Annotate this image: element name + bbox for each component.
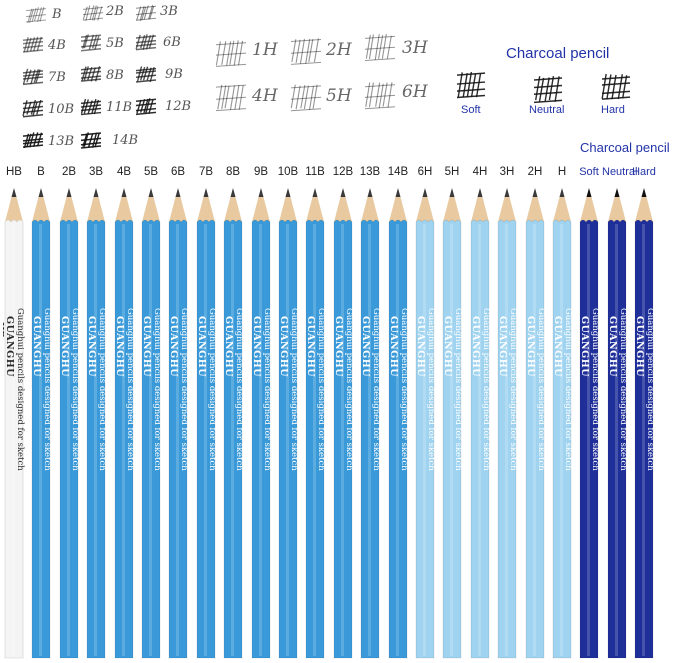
swatch-label-5b: 5B [106,36,124,51]
pencil-print [304,308,326,648]
grade-label: Hard [632,166,656,178]
pencil [3,188,25,660]
pencil-print-line1: Guanghui pencils designed for sketch [508,308,518,471]
charcoal-title-side: Charcoal pencil [580,140,670,155]
swatch-label-12b: 12B [165,99,192,114]
swatch-label-b: B [52,7,62,22]
swatch-b [25,5,47,25]
pencil [277,188,299,660]
pencil-print-line1: Guanghui pencils designed for sketch [344,308,354,471]
pencil-brand: GUANGHU [579,316,590,378]
pencil-print [633,308,655,648]
pencil [359,188,381,660]
grade-label: 7B [198,166,214,178]
swatch-3b [135,3,157,23]
swatch-charcoal-hard [601,72,631,102]
swatch-6h [364,80,396,110]
swatch-8b [80,64,102,84]
swatch-6b [135,32,157,52]
grade-label: B [37,166,45,178]
pencil-print [414,308,436,648]
pencil-print [359,308,381,648]
pencil-print [30,308,52,648]
swatch-10b [22,98,44,118]
pencil [167,188,189,660]
pencil-print-line1: Guanghui pencils designed for sketch [453,308,463,471]
swatch-label-3b: 3B [160,4,178,19]
pencil-print [332,308,354,648]
swatch-label-2b: 2B [106,4,124,19]
pencil-brand: GUANGHU [86,316,97,378]
pencil [524,188,546,660]
pencil-print-line1: Guanghui pencils designed for sketch [371,308,381,471]
pencil-brand: GUANGHU [388,316,399,378]
pencil-brand: GUANGHU [525,316,536,378]
pencil-print [250,308,272,648]
swatch-11b [80,97,102,117]
pencil [332,188,354,660]
grade-label: 5B [143,166,159,178]
pencil-print-line1: Guanghui pencils designed for sketch [481,308,491,471]
grade-label: Neutral [602,166,638,178]
pencil-print-line1: Guanghui pencils designed for sketch [262,308,272,471]
pencil-print-line1: Guanghui pencils designed for sketch [70,308,80,471]
pencil-brand: GUANGHU [607,316,618,378]
grade-label: 9B [253,166,269,178]
swatch-label-6h: 6H [402,82,428,102]
pencil-model [606,322,607,648]
grade-label: 14B [387,166,409,178]
grade-label: 4H [472,166,488,178]
pencil-brand: GUANGHU [278,316,289,378]
swatch-label-3h: 3H [402,38,428,58]
swatch-2b [82,3,104,23]
pencil [633,188,655,660]
pencil [113,188,135,660]
grade-label: 4B [116,166,132,178]
swatch-label-13b: 13B [48,134,75,149]
pencil-print-line1: Guanghui pencils designed for sketch [152,308,162,471]
pencil [140,188,162,660]
pencil-print-line1: Guanghui pencils designed for sketch [590,308,600,471]
charcoal-label-soft: Soft [461,104,481,116]
swatch-label-9b: 9B [165,67,183,82]
pencil-print [140,308,162,648]
pencil-brand: GUANGHU [360,316,371,378]
pencil [414,188,436,660]
grade-label: H [557,166,567,178]
grade-label: 8B [225,166,241,178]
pencil-print-line1: Guanghui pencils designed for sketch [15,308,25,471]
pencil-print-line1: Guanghui pencils designed for sketch [234,308,244,471]
pencil-brand: GUANGHU [251,316,262,378]
pencil-print [441,308,463,648]
swatch-label-10b: 10B [48,102,75,117]
pencil-print [578,308,600,648]
pencil [250,188,272,660]
pencil-print [113,308,135,648]
pencil-print [496,308,518,648]
grade-label: 6H [417,166,433,178]
pencil-print [551,308,573,648]
pencil [469,188,491,660]
pencil [58,188,80,660]
pencil [578,188,600,660]
swatch-label-4b: 4B [48,38,66,53]
charcoal-title-top: Charcoal pencil [506,45,610,62]
pencil-print-line1: Guanghui pencils designed for sketch [399,308,409,471]
pencil-brand: GUANGHU [31,316,42,378]
grade-label: 6B [170,166,186,178]
grade-label: 5H [444,166,460,178]
pencil [496,188,518,660]
pencil-print [606,308,628,648]
grade-label: 12B [332,166,354,178]
grade-label: 2B [61,166,77,178]
pencil [606,188,628,660]
swatch-label-5h: 5H [326,86,352,106]
pencil-print [195,308,217,648]
swatch-label-1h: 1H [252,40,278,60]
swatch-label-4h: 4H [252,86,278,106]
pencil-brand: GUANGHU [141,316,152,378]
pencil-print-line1: Guanghui pencils designed for sketch [97,308,107,471]
pencil-brand: GUANGHU [497,316,508,378]
grade-label: 10B [277,166,299,178]
pencil-print [469,308,491,648]
pencil [441,188,463,660]
pencil-print-line1: Guanghui pencils designed for sketch [316,308,326,471]
pencil-brand: GUANGHU [305,316,316,378]
pencil-print-line1: Guanghui pencils designed for sketch [179,308,189,471]
swatch-label-11b: 11B [106,100,133,115]
grade-label: 2H [527,166,543,178]
pencil [304,188,326,660]
pencil [551,188,573,660]
pencil-brand: GUANGHU [196,316,207,378]
swatch-2h [290,36,322,66]
pencil-brand: GUANGHU [442,316,453,378]
grade-label: 3B [88,166,104,178]
swatch-3h [364,32,396,62]
swatch-label-2h: 2H [326,40,352,60]
swatch-12b [135,96,157,116]
swatch-label-8b: 8B [106,68,124,83]
swatch-5b [80,32,102,52]
pencil-brand: GUANGHU [223,316,234,378]
swatch-7b [22,66,44,86]
pencil-print [524,308,546,648]
pencil-print [85,308,107,648]
pencil-brand: GUANGHU [59,316,70,378]
grade-label: Soft [579,166,599,178]
pencil-brand: GUANGHU [470,316,481,378]
pencil-print-line1: Guanghui pencils designed for sketch [207,308,217,471]
swatch-1h [215,38,247,68]
pencil-print-line1: Guanghui pencils designed for sketch [42,308,52,471]
pencil-print-line1: Guanghui pencils designed for sketch [645,308,655,471]
pencil-brand: GUANGHU [415,316,426,378]
pencil [30,188,52,660]
swatch-9b [135,64,157,84]
swatch-14b [80,130,102,150]
grade-label: 11B [305,166,325,178]
swatch-label-6b: 6B [163,35,181,50]
pencil-print [167,308,189,648]
pencil-brand: GUANGHU [114,316,125,378]
swatch-charcoal-neutral [533,74,563,104]
swatch-label-14b: 14B [112,133,139,148]
pencil-print [3,308,25,648]
pencil-print [222,308,244,648]
swatch-13b [22,130,44,150]
pencil-brand: GUANGHU [168,316,179,378]
charcoal-label-hard: Hard [601,104,625,116]
swatch-4h [215,82,247,112]
pencil-print-line1: Guanghui pencils designed for sketch [289,308,299,471]
pencil-print-line1: Guanghui pencils designed for sketch [618,308,628,471]
grade-label: HB [6,166,22,178]
pencil-print [387,308,409,648]
charcoal-label-neutral: Neutral [529,104,565,116]
grade-label: 13B [359,166,381,178]
pencil-brand: GUANGHU [333,316,344,378]
pencil-print-line1: Guanghui pencils designed for sketch [536,308,546,471]
pencil [85,188,107,660]
pencil-brand: GUANGHU [634,316,645,378]
pencil-print [277,308,299,648]
pencil-brand: GUANGHU [4,316,15,378]
grade-label: 3H [499,166,515,178]
pencil-print-line1: Guanghui pencils designed for sketch [426,308,436,471]
pencil-print-line1: Guanghui pencils designed for sketch [125,308,135,471]
swatch-5h [290,82,322,112]
pencil [222,188,244,660]
pencil [195,188,217,660]
swatch-4b [22,34,44,54]
pencil [387,188,409,660]
pencil-brand: GUANGHU [552,316,563,378]
swatch-label-7b: 7B [48,70,66,85]
pencil-print-line1: Guanghui pencils designed for sketch [563,308,573,471]
pencil-print [58,308,80,648]
swatch-charcoal-soft [456,70,486,100]
